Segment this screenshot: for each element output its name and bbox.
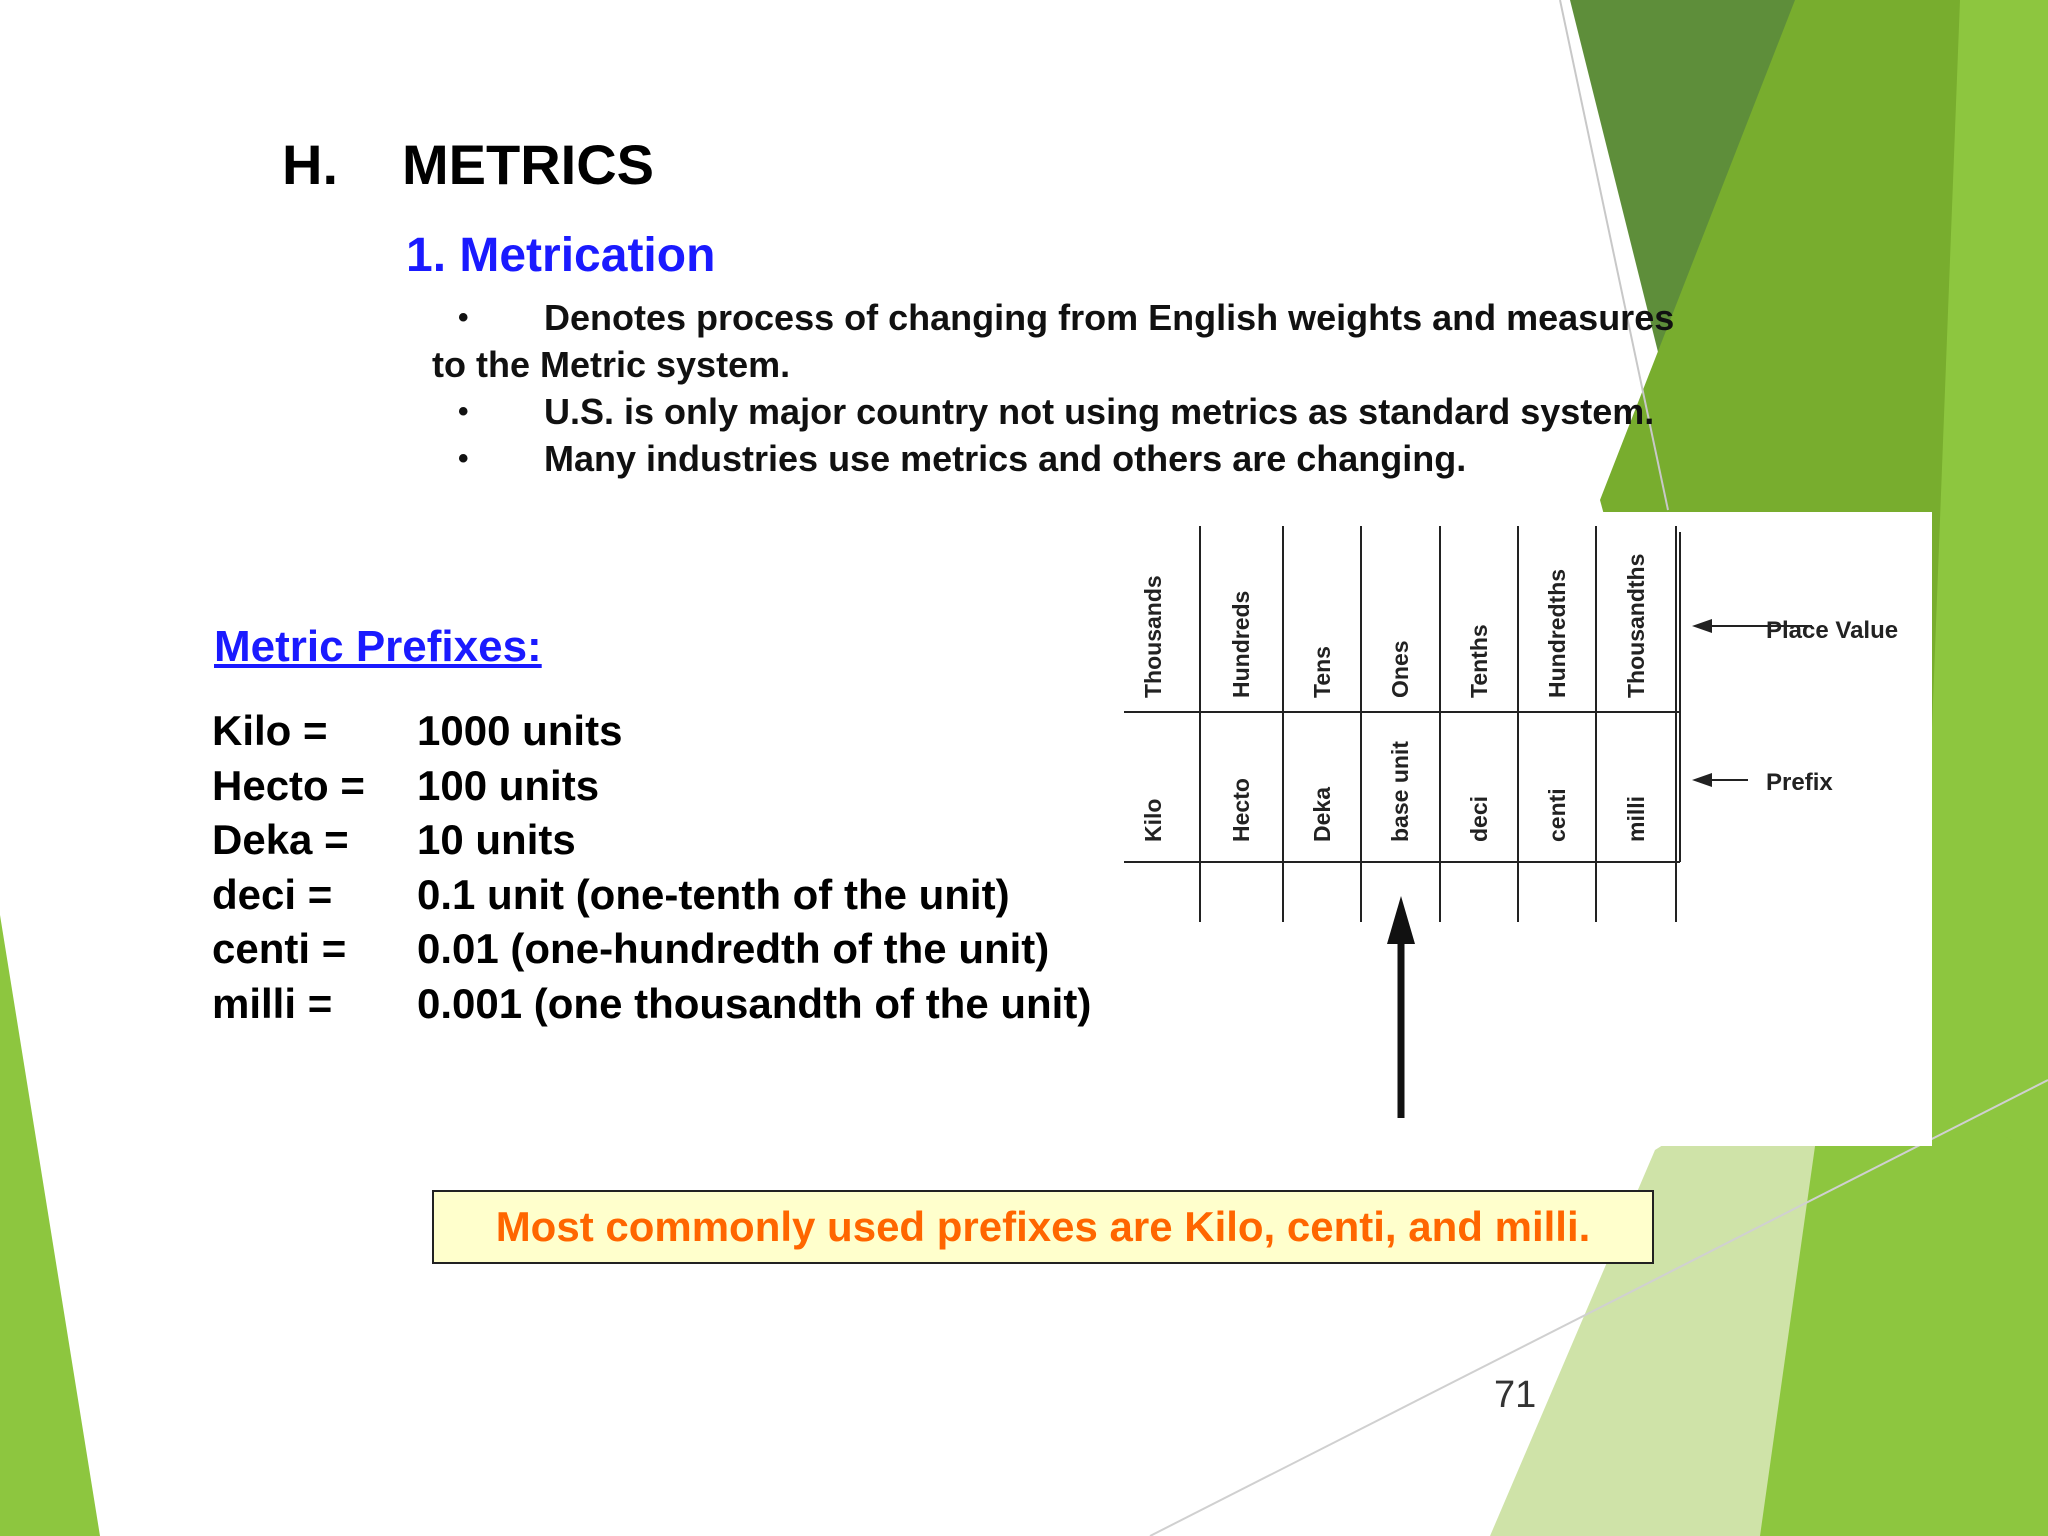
prefix-labels <box>1140 741 1649 842</box>
prefix-row <box>212 868 1091 923</box>
base-unit-arrow <box>1387 896 1415 1118</box>
prefix-column-label: centi <box>1544 788 1570 842</box>
prefix-column-label: Kilo <box>1140 798 1166 842</box>
heading-title: METRICS <box>402 133 654 196</box>
prefix-pointer <box>1692 769 1833 796</box>
prefix-value: 0.1 unit (one-tenth of the unit) <box>417 870 1010 918</box>
bullet-marker: • <box>458 301 469 334</box>
prefix-value: 0.001 (one thousandth of the unit) <box>417 979 1092 1027</box>
prefix-row <box>212 704 1091 759</box>
prefix-name: Hecto = <box>212 761 365 809</box>
metric-prefixes-title: Metric Prefixes: <box>214 622 542 671</box>
bullet-item <box>458 388 1964 435</box>
place-value-pointer <box>1692 617 1898 644</box>
page-number: 71 <box>1494 1374 1537 1416</box>
metric-prefix-table <box>212 704 1091 1031</box>
place-value-label: Place Value <box>1766 617 1899 644</box>
bullet-text: Many industries use metrics and others are changing. <box>544 438 1467 479</box>
prefix-column-label: deci <box>1466 795 1492 842</box>
callout-box: Most commonly used prefixes are Kilo, centi, and milli. <box>432 1190 1654 1264</box>
prefix-label: Prefix <box>1766 769 1833 796</box>
prefix-column-label: base unit <box>1387 741 1413 842</box>
prefix-row <box>212 977 1091 1032</box>
place-value-column-label: Tenths <box>1466 624 1492 698</box>
bullet-text: Denotes process of changing from English weights and measures <box>544 297 1675 338</box>
prefix-column-label: Deka <box>1309 787 1335 842</box>
page-heading <box>282 132 654 197</box>
bullet-marker: • <box>458 442 469 475</box>
prefix-name: Kilo = <box>212 707 328 754</box>
prefix-row <box>212 813 1091 868</box>
prefix-row <box>212 759 1091 814</box>
place-value-diagram <box>1108 512 1932 1146</box>
prefix-value: 0.01 (one-hundredth of the unit) <box>417 925 1050 972</box>
section-subheading: 1. Metrication <box>406 229 716 282</box>
prefix-value: 1000 units <box>417 707 623 754</box>
prefix-arrowhead <box>1692 773 1712 787</box>
prefix-name: milli = <box>212 979 333 1027</box>
place-value-column-label: Tens <box>1309 646 1335 698</box>
bullet-marker: • <box>458 395 469 428</box>
place-value-column-label: Hundreds <box>1228 590 1254 698</box>
bullet-list <box>432 294 1964 482</box>
place-value-column-label: Hundredths <box>1544 568 1570 698</box>
prefix-row <box>212 922 1091 977</box>
place-value-column-label: Ones <box>1387 640 1413 698</box>
prefix-name: centi = <box>212 925 347 972</box>
place-value-diagram-svg <box>1108 512 1932 1146</box>
prefix-name: deci = <box>212 870 333 918</box>
prefix-value: 10 units <box>417 816 576 863</box>
place-value-labels <box>1140 554 1649 698</box>
prefix-column-label: Hecto <box>1228 778 1254 842</box>
prefix-name: Deka = <box>212 816 349 863</box>
prefix-value: 100 units <box>417 761 600 809</box>
bullet-item <box>458 435 1964 482</box>
diagram-grid <box>1124 526 1680 922</box>
place-value-column-label: Thousandths <box>1623 553 1649 698</box>
base-unit-arrowhead <box>1387 896 1415 944</box>
heading-letter: H. <box>282 133 338 196</box>
bullet-text: U.S. is only major country not using metrics as standard system. <box>544 391 1655 432</box>
place-value-column-label: Thousands <box>1140 575 1166 698</box>
place-value-arrowhead <box>1692 619 1712 633</box>
bullet-continuation: to the Metric system. <box>432 344 791 385</box>
prefix-column-label: milli <box>1623 795 1649 842</box>
bullet-item <box>432 294 1964 388</box>
left-green-facet <box>0 915 100 1536</box>
